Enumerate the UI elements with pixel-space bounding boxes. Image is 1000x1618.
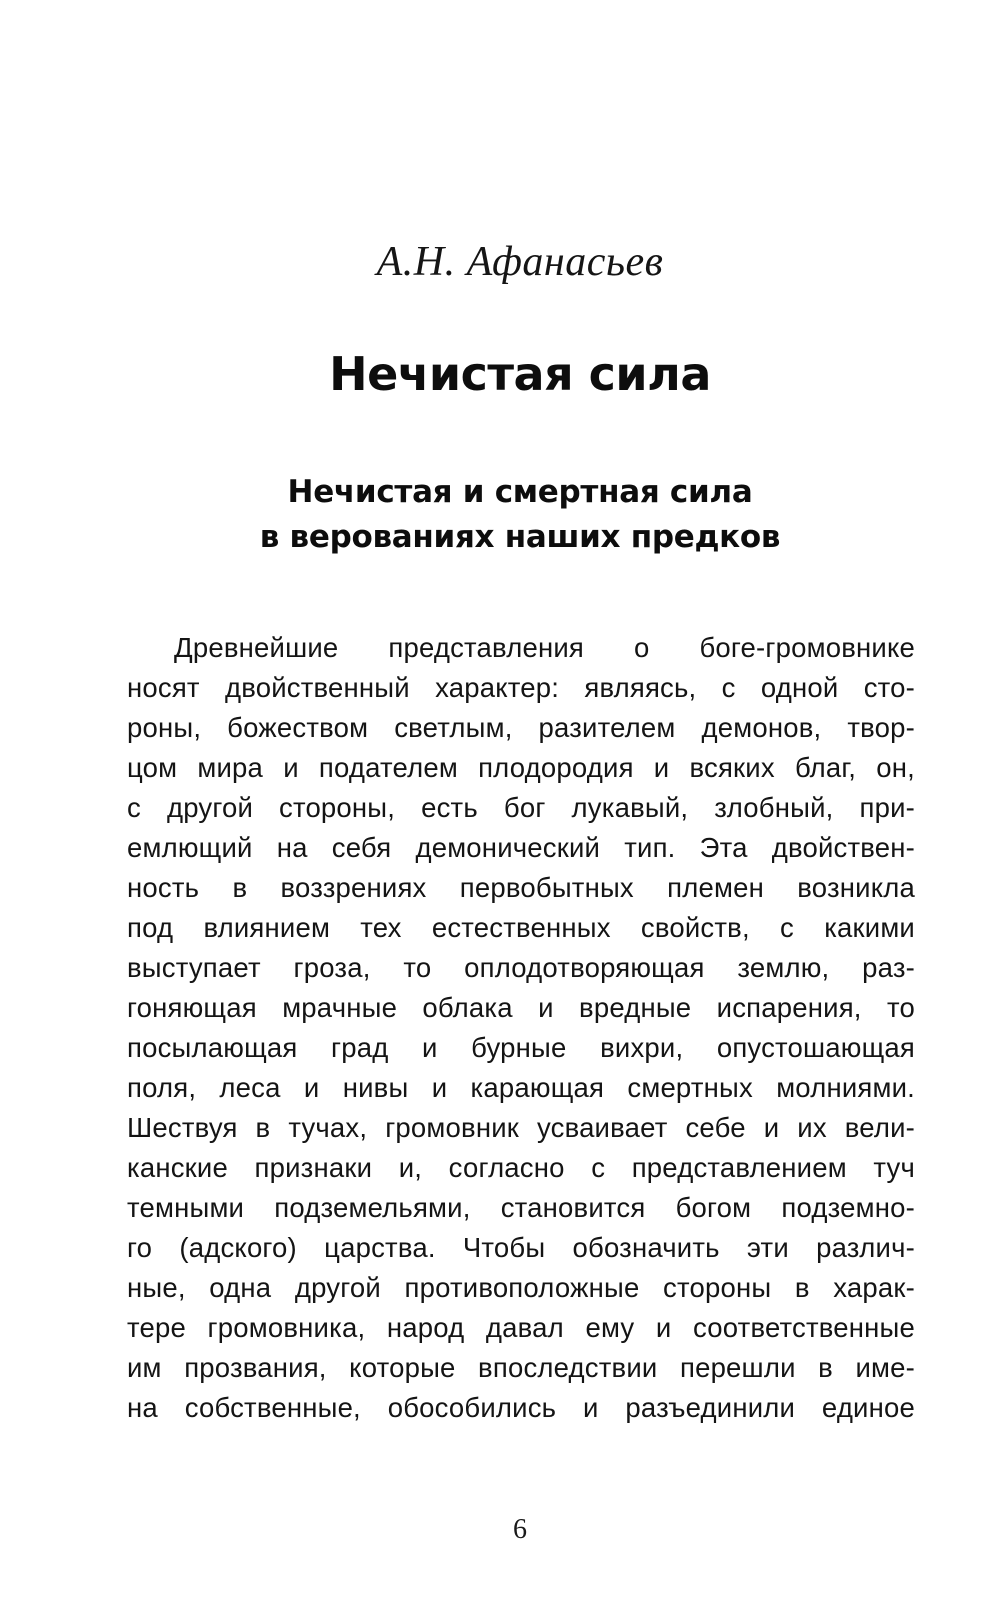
author-name: А.Н. Афанасьев [376, 239, 664, 285]
book-title: Нечистая сила [329, 347, 711, 401]
chapter-title-line: в верованиях наших предков [259, 519, 781, 555]
paragraph-line: посылающая град и бурные вихри, опустошающая [127, 1032, 915, 1063]
paragraph-line: Шествуя в тучах, громовник усваивает себе и их вели- [127, 1112, 915, 1143]
paragraph-line: под влиянием тех естественных свойств, с какими [127, 912, 915, 943]
page-number: 6 [513, 1514, 527, 1545]
chapter-title [0, 470, 1000, 560]
paragraph-line: канские признаки и, согласно с представлением туч [127, 1152, 915, 1183]
body-paragraph [127, 628, 915, 1428]
paragraph-line: темными подземельями, становится богом подземно- [127, 1192, 915, 1223]
paragraph-line: Древнейшие представления о боге-громовнике [174, 632, 915, 663]
paragraph-line: роны, божеством светлым, разителем демонов, твор- [127, 712, 915, 743]
chapter-title-line: Нечистая и смертная сила [287, 474, 753, 510]
paragraph-line: поля, леса и нивы и карающая смертных молниями. [127, 1072, 915, 1103]
paragraph-line: с другой стороны, есть бог лукавый, злобный, при- [127, 792, 915, 823]
paragraph-line: цом мира и подателем плодородия и всяких благ, он, [127, 752, 915, 783]
paragraph-line: выступает гроза, то оплодотворяющая землю, раз- [127, 952, 915, 983]
paragraph-line: на собственные, обособились и разъединили единое [127, 1392, 915, 1423]
paragraph-line: гоняющая мрачные облака и вредные испарения, то [127, 992, 915, 1023]
paragraph-line: ные, одна другой противоположные стороны в харак- [127, 1272, 915, 1303]
paragraph-line: им прозвания, которые впоследствии перешли в име- [127, 1352, 915, 1383]
paragraph-line: тере громовника, народ давал ему и соответственные [127, 1312, 915, 1343]
paragraph-line: ность в воззрениях первобытных племен возникла [127, 872, 915, 903]
paragraph-line: носят двойственный характер: являясь, с одной сто- [127, 672, 915, 703]
paragraph-line: го (адского) царства. Чтобы обозначить эти различ- [127, 1232, 915, 1263]
paragraph-line: емлющий на себя демонический тип. Эта двойствен- [127, 832, 915, 863]
